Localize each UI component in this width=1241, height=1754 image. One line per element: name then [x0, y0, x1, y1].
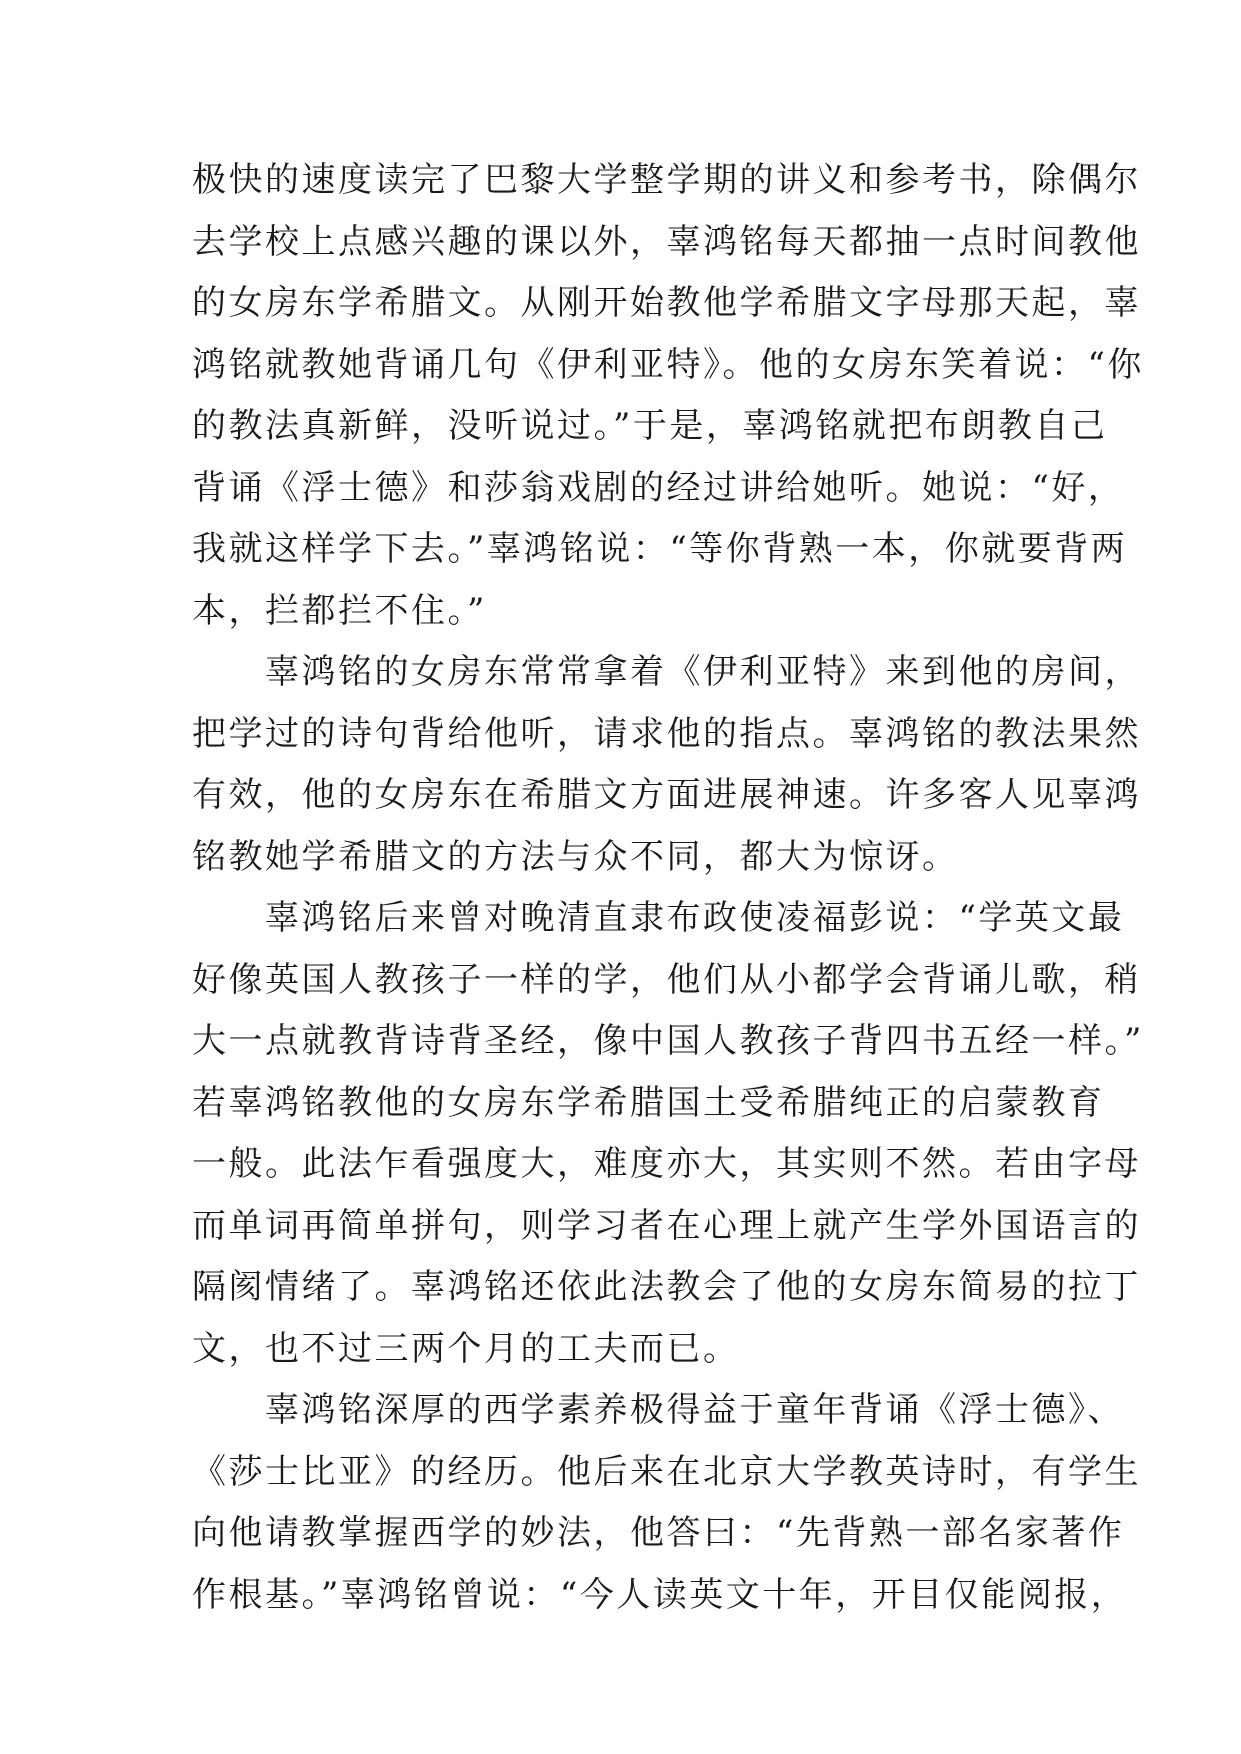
text-line: 若辜鸿铭教他的女房东学希腊国土受希腊纯正的启蒙教育	[192, 1082, 1105, 1123]
text-line: 辜鸿铭后来曾对晚清直隶布政使凌福彭说：“学英文最	[192, 898, 1125, 938]
text-line: 隔阂情绪了。辜鸿铭还依此法教会了他的女房东简易的拉丁	[192, 1267, 1141, 1307]
text-line: 背诵《浮士德》和莎翁戏剧的经过讲给她听。她说：“好，	[192, 467, 1125, 508]
text-line: 《莎士比亚》的经历。他后来在北京大学教英诗时，有学生	[192, 1451, 1141, 1492]
text-line: 辜鸿铭深厚的西学素养极得益于童年背诵《浮士德》、	[192, 1390, 1124, 1430]
text-line: 而单词再简单拼句，则学习者在心理上就产生学外国语言的	[192, 1205, 1141, 1246]
text-line: 一般。此法乍看强度大，难度亦大，其实则不然。若由字母	[192, 1144, 1141, 1184]
text-line: 我就这样学下去。”辜鸿铭说：“等你背熟一本，你就要背两	[192, 529, 1128, 569]
text-line: 向他请教掌握西学的妙法，他答曰：“先背熟一部名家著作	[192, 1513, 1125, 1553]
text-line: 的女房东学希腊文。从刚开始教他学希腊文字母那天起，辜	[192, 283, 1141, 323]
text-line: 有效，他的女房东在希腊文方面进展神速。许多客人见辜鸿	[192, 775, 1141, 815]
text-line: 作根基。”辜鸿铭曾说：“今人读英文十年，开目仅能阅报，	[192, 1574, 1128, 1615]
body-text	[192, 150, 1144, 1626]
text-line: 把学过的诗句背给他听，请求他的指点。辜鸿铭的教法果然	[192, 713, 1141, 754]
text-line: 的教法真新鲜，没听说过。”于是，辜鸿铭就把布朗教自己	[192, 406, 1108, 446]
text-line: 好像英国人教孩子一样的学，他们从小都学会背诵儿歌，稍	[192, 959, 1141, 1000]
text-line: 本，拦都拦不住。”	[192, 590, 487, 631]
text-line: 去学校上点感兴趣的课以外，辜鸿铭每天都抽一点时间教他	[192, 221, 1141, 262]
text-line: 极快的速度读完了巴黎大学整学期的讲义和参考书，除偶尔	[192, 160, 1141, 200]
text-line: 文，也不过三两个月的工夫而已。	[192, 1328, 740, 1369]
text-line: 铭教她学希腊文的方法与众不同，都大为惊讶。	[192, 836, 959, 877]
text-line: 鸿铭就教她背诵几句《伊利亚特》。他的女房东笑着说：“你	[192, 344, 1144, 385]
text-line: 大一点就教背诗背圣经，像中国人教孩子背四书五经一样。”	[192, 1021, 1144, 1061]
text-line: 辜鸿铭的女房东常常拿着《伊利亚特》来到他的房间，	[192, 652, 1141, 692]
